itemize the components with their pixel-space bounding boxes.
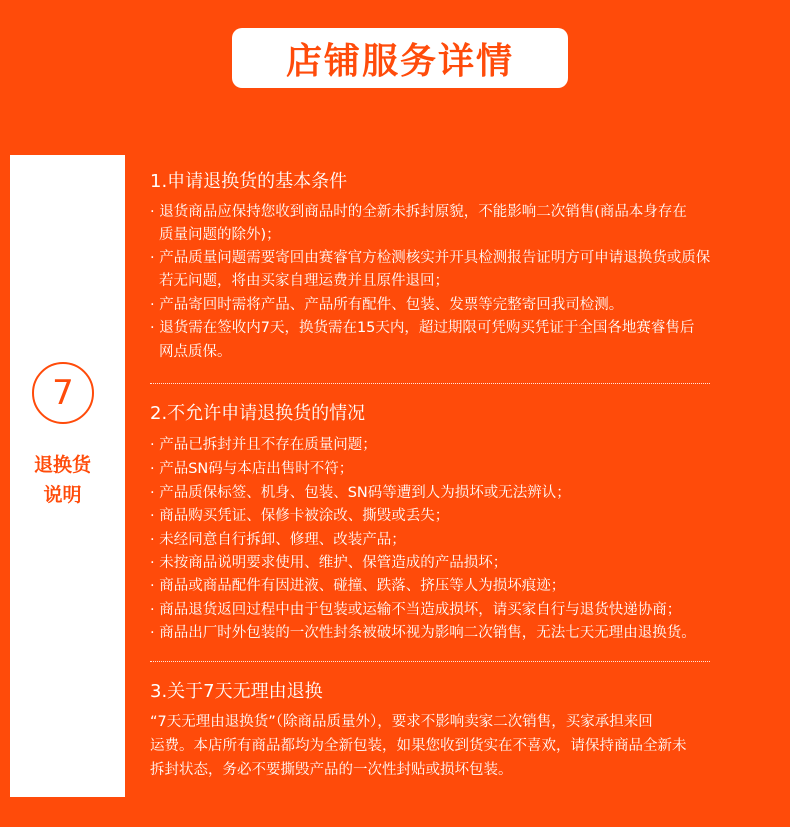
- section3-line: 运费。本店所有商品都均为全新包装，如果您收到货实在不喜欢，请保持商品全新未: [150, 738, 687, 754]
- section2-line: · 商品出厂时外包装的一次性封条被破坏视为影响二次销售，无法七天无理由退换货。: [150, 625, 696, 641]
- page-title: 店铺服务详情: [285, 40, 514, 82]
- section2-line: · 商品购买凭证、保修卡被涂改、撕毁或丢失；: [150, 508, 450, 524]
- section2-title: 2.不允许申请退换货的情况: [150, 403, 366, 424]
- section2-line: · 未按商品说明要求使用、维护、保管造成的产品损坏；: [150, 555, 508, 571]
- section-number-badge: 7: [32, 362, 94, 424]
- section-divider: [150, 383, 710, 384]
- policy-content: [130, 155, 785, 797]
- section1-line: 若无问题，将由买家自理运费并且原件退回；: [159, 273, 449, 289]
- section3-line: “7天无理由退换货”（除商品质量外），要求不影响卖家二次销售，买家承担来回: [150, 714, 653, 730]
- section1-line: · 产品寄回时需将产品、产品所有配件、包装、发票等完整寄回我司检测。: [150, 297, 624, 313]
- section1-line: · 退货需在签收内7天，换货需在15天内，超过期限可凭购买凭证于全国各地赛睿售后: [150, 320, 695, 336]
- section3-line: 拆封状态，务必不要撕毁产品的一次性封贴或损坏包装。: [150, 762, 513, 778]
- section-divider: [150, 661, 710, 662]
- section1-line: 网点质保。: [159, 344, 232, 360]
- section1-line: · 产品质量问题需要寄回由赛睿官方检测核实并开具检测报告证明方可申请退换货或质保: [150, 250, 711, 266]
- section2-line: · 商品或商品配件有因进液、碰撞、跌落、挤压等人为损坏痕迹；: [150, 578, 566, 594]
- section2-line: · 未经同意自行拆卸、修理、改装产品；: [150, 532, 406, 548]
- side-label-line2: 说明: [43, 484, 82, 506]
- header-title-box: [232, 28, 568, 88]
- section1-title: 1.申请退换货的基本条件: [150, 171, 348, 192]
- side-label-line1: 退换货: [33, 454, 91, 476]
- section2-line: · 商品退货返回过程中由于包装或运输不当造成损坏，请买家自行与退货快递协商；: [150, 602, 682, 618]
- section1-line: · 退货商品应保持您收到商品时的全新未拆封原貌，不能影响二次销售(商品本身存在: [150, 204, 687, 220]
- section1-line: 质量问题的除外)；: [159, 227, 281, 243]
- section2-line: · 产品SN码与本店出售时不符；: [150, 461, 354, 477]
- section3-title: 3.关于7天无理由退换: [150, 681, 323, 702]
- section2-line: · 产品质保标签、机身、包装、SN码等遭到人为损坏或无法辨认；: [150, 485, 571, 501]
- section2-line: · 产品已拆封并且不存在质量问题；: [150, 437, 377, 453]
